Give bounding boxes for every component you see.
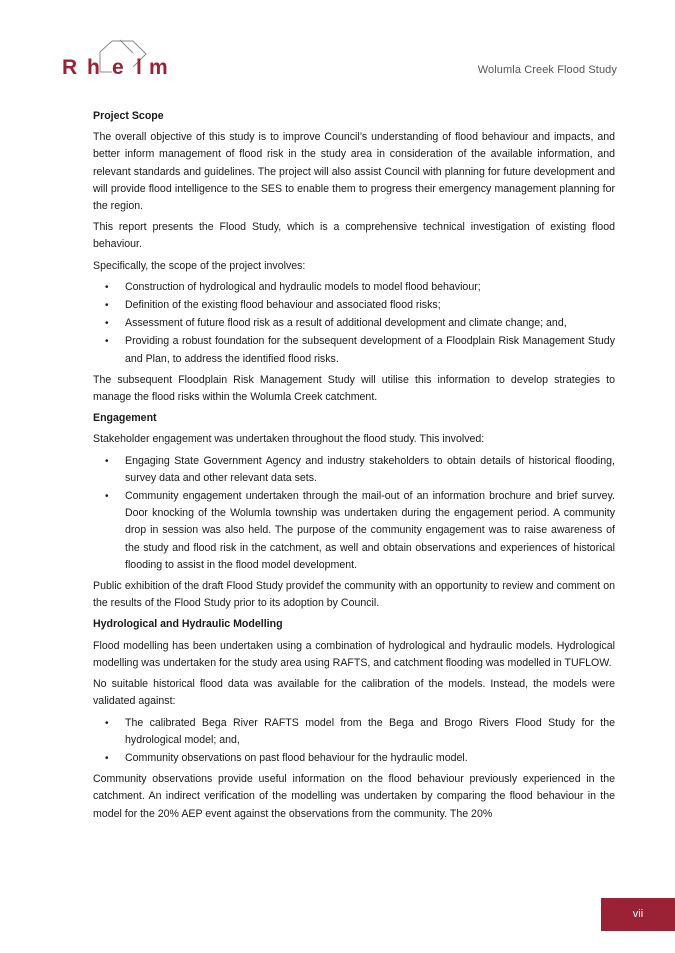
- list-item: • Construction of hydrological and hydraulic models to model flood behaviour;: [93, 279, 615, 296]
- section-heading-modelling: Hydrological and Hydraulic Modelling: [93, 618, 283, 631]
- section-heading-engagement: Engagement: [93, 412, 157, 425]
- paragraph: Public exhibition of the draft Flood Study providef the community with an opportunity to review and comment on the results of the Flood Study prior to its adoption by Council.: [93, 580, 615, 610]
- page-body: [93, 108, 615, 827]
- document-title: Wolumla Creek Flood Study: [477, 64, 617, 76]
- list-item: • Engaging State Government Agency and industry stakeholders to obtain details of historical flooding, survey data and other relevant data sets.: [105, 454, 615, 484]
- svg-text:m: m: [149, 56, 168, 79]
- paragraph: This report presents the Flood Study, which is a comprehensive technical investigation of existing flood behaviour.: [93, 221, 615, 251]
- list-item: • Community observations on past flood behaviour for the hydraulic model.: [93, 750, 615, 767]
- rhelm-logo: [60, 38, 190, 82]
- bullet-list-scope: [93, 279, 615, 368]
- paragraph: Specifically, the scope of the project involves:: [93, 259, 306, 272]
- svg-text:e: e: [112, 56, 124, 79]
- paragraph: The overall objective of this study is to improve Council’s understanding of flood behaviour and impacts, and better inform management of flood risk in the study area in consideration of the available information, and relevant standards and guidelines. The project will also assist Council with planning for future development and will provide flood intelligence to the SES to enable them to progress their emergency management planning for the region.: [93, 131, 615, 213]
- bullet-list-modelling: [93, 715, 615, 768]
- svg-text:h: h: [87, 56, 100, 79]
- list-item: • Community engagement undertaken through the mail-out of an information brochure and brief survey. Door knocking of the Wolumla township was undertaken during the engagement period. A community drop in session was also held. The purpose of the community engagement was to raise awareness of the study and flood risk in the catchment, as well and obtain observations and experiences of historical flooding to assist in the flood model development.: [105, 490, 615, 571]
- paragraph: Flood modelling has been undertaken using a combination of hydrological and hydraulic models. Hydrological modelling was undertaken for the study area using RAFTS, and catchment flooding was modelled in TUFLOW.: [93, 639, 615, 669]
- bullet-icon: •: [105, 318, 109, 330]
- paragraph: The subsequent Floodplain Risk Management Study will utilise this information to develop strategies to manage the flood risks within the Wolumla Creek catchment.: [93, 373, 615, 404]
- bullet-icon: •: [105, 752, 109, 764]
- list-item: • Providing a robust foundation for the subsequent development of a Floodplain Risk Management Study and Plan, to address the identified flood risks.: [105, 335, 615, 365]
- svg-text:l: l: [136, 56, 142, 79]
- list-item: • The calibrated Bega River RAFTS model from the Bega and Brogo Rivers Flood Study for the hydrological model; and,: [105, 716, 615, 746]
- list-item: • Assessment of future flood risk as a result of additional development and climate change; and,: [93, 315, 615, 332]
- svg-text:R: R: [62, 56, 78, 79]
- list-item: • Definition of the existing flood behaviour and associated flood risks;: [93, 297, 615, 314]
- bullet-icon: •: [105, 336, 109, 348]
- bullet-icon: •: [105, 491, 109, 503]
- paragraph: Stakeholder engagement was undertaken throughout the flood study. This involved:: [93, 433, 485, 446]
- paragraph: Community observations provide useful information on the flood behaviour previously experienced in the catchment. An indirect verification of the modelling was undertaken by comparing the flood behaviour in the model for the 20% AEP event against the observations from the community. The 20%: [93, 773, 615, 820]
- paragraph: No suitable historical flood data was available for the calibration of the models. Instead, the models were validated against:: [93, 678, 615, 708]
- bullet-icon: •: [105, 300, 109, 312]
- bullet-icon: •: [105, 281, 109, 293]
- bullet-icon: •: [105, 717, 109, 729]
- bullet-icon: •: [105, 455, 109, 467]
- page-number: vii: [601, 898, 675, 931]
- section-heading-project-scope: Project Scope: [93, 110, 164, 122]
- bullet-list-engagement: [93, 453, 615, 574]
